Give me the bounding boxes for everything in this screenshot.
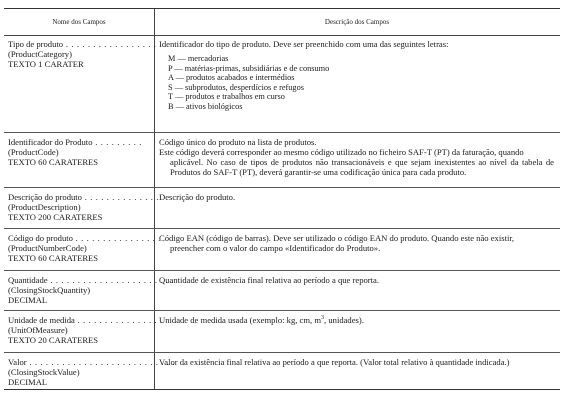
- list-item: S — subprodutos, desperdícios e refugos: [168, 82, 304, 92]
- table-row: [4, 188, 560, 229]
- table-row: [4, 133, 560, 188]
- field-description-continued: Este código deverá corresponder ao mesmo código utilizado no ficheiro SAF-T (PT) da faturação, quando: [159, 147, 524, 157]
- leader-dots: . . . . . . . . . . . . . .: [81, 192, 159, 202]
- description-cell: [159, 39, 554, 112]
- description-cell: [159, 137, 554, 177]
- field-type: DECIMAL: [8, 377, 48, 387]
- leader-dots: . . . . . . . . . . . . . . . .: [74, 315, 163, 325]
- field-type: TEXTO 60 CARATERES: [8, 253, 99, 263]
- field-cell: [8, 192, 159, 222]
- table-row: [4, 311, 560, 353]
- table-header: [4, 9, 560, 36]
- field-code: (ProductNumberCode): [8, 243, 87, 253]
- description-cell: [159, 315, 554, 325]
- table-row: [4, 35, 560, 133]
- header-field-names: Nome dos Campos: [52, 18, 106, 26]
- list-item: A — produtos acabados e intermédios: [168, 73, 295, 83]
- field-code: (UnitOfMeasure): [8, 325, 68, 335]
- list-item: M — mercadorias: [168, 54, 229, 63]
- field-cell: [8, 39, 157, 69]
- description-cell: [159, 275, 554, 285]
- field-cell: [8, 275, 175, 305]
- field-code: (ProductDescription): [8, 202, 81, 212]
- field-cell: [8, 233, 161, 263]
- field-description-continued: aplicável. No caso de tipos de produtos não transacionáveis e que sejam inexistentes ao nível da tabela de Produtos do SAF-T (PT), deverá garantir-se uma codificação única para cada produto.: [170, 157, 554, 177]
- field-type: TEXTO 20 CARATERES: [8, 335, 99, 345]
- field-description: Código único do produto na lista de produtos.: [159, 137, 317, 147]
- list-item: T — produtos e trabalhos em curso: [168, 92, 285, 102]
- description-text: Unidade de medida usada (exemplo: kg, cm, m: [159, 315, 322, 325]
- leader-dots: . . . . . . . . . . . . . . . .: [72, 233, 161, 243]
- field-description: Identificador do tipo de produto. Deve ser preenchido com uma das seguintes letras:: [159, 39, 449, 49]
- field-name: Descrição do produto: [8, 192, 82, 202]
- description-cell: [159, 192, 554, 202]
- table-row: [4, 353, 560, 391]
- field-type: DECIMAL: [8, 295, 48, 305]
- field-type: TEXTO 60 CARATERES: [8, 157, 99, 167]
- leader-dots: . . . . . . . . . . . . . . . . .: [63, 39, 157, 49]
- list-item: P — matérias-primas, subsidiárias e de consumo: [168, 63, 330, 73]
- field-name: Código do produto: [8, 233, 73, 243]
- superscript: 3: [321, 315, 325, 322]
- leader-dots: . . . . . . . . . . . . . . . . . . . . . . . . . . .: [26, 357, 176, 367]
- field-description: [159, 315, 554, 325]
- field-code: (ClosingStockValue): [8, 367, 80, 377]
- field-type: TEXTO 1 CARATER: [8, 59, 84, 69]
- leader-dots: . . . . . . . . . . . . . . . . . . . . . . .: [47, 275, 175, 285]
- header-field-descriptions: Descrição dos Campos: [324, 18, 390, 26]
- description-cell: [159, 357, 554, 367]
- field-code: (ClosingStockQuantity): [8, 285, 91, 295]
- field-name: Unidade de medida: [8, 315, 75, 325]
- list-item: B — ativos biológicos: [168, 101, 243, 111]
- field-name: Quantidade: [8, 275, 48, 285]
- field-description-continued: preencher com o valor do campo «Identificador do Produto».: [170, 243, 381, 253]
- field-cell: [8, 137, 152, 167]
- letter-list: [159, 54, 554, 112]
- field-description: Valor da existência final relativa ao período a que reporta. (Valor total relativo à quantidade indicada.): [159, 357, 510, 367]
- field-cell: [8, 357, 176, 387]
- field-name: Identificador do Produto: [8, 137, 93, 147]
- field-code: (ProductCode): [8, 147, 59, 157]
- fields-table: [4, 8, 560, 390]
- table-row: [4, 271, 560, 311]
- table-row: [4, 229, 560, 271]
- field-code: (ProductCategory): [8, 49, 72, 59]
- field-cell: [8, 315, 163, 345]
- field-type: TEXTO 200 CARATERES: [8, 212, 103, 222]
- field-name: Valor: [8, 357, 27, 367]
- description-cell: [159, 233, 554, 253]
- leader-dots: . . . . . . . . .: [92, 137, 142, 147]
- field-description: Quantidade de existência final relativa ao período a que reporta.: [159, 275, 379, 285]
- description-text: , unidades).: [324, 315, 364, 325]
- field-description: Descrição do produto.: [159, 192, 236, 202]
- field-name: Tipo de produto: [8, 39, 64, 49]
- field-description: Código EAN (código de barras). Deve ser utilizado o código EAN do produto. Quando este não existir,: [159, 233, 515, 243]
